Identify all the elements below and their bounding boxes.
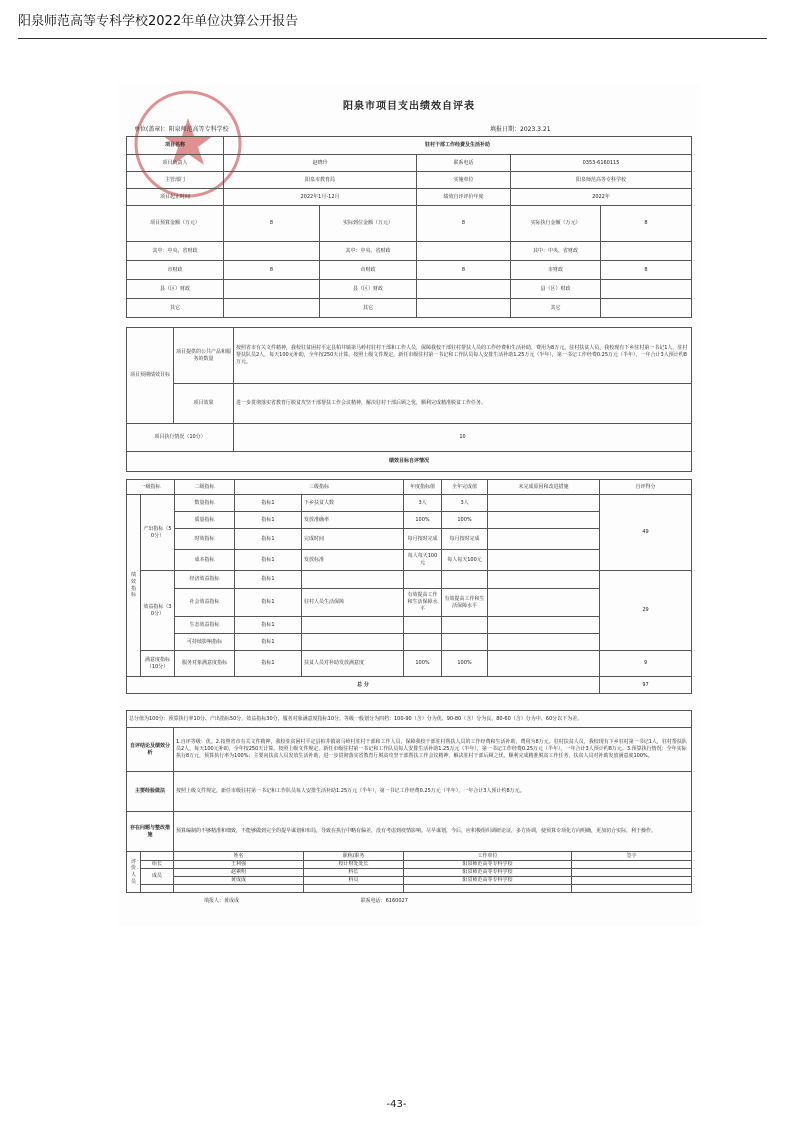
row6-l2: 生态效益指标: [175, 617, 235, 634]
col-score: 自评得分: [600, 480, 692, 495]
eval-role-0: 组长: [141, 861, 174, 869]
row8-target: 100%: [404, 651, 442, 677]
eval-title-0: 校计财处处长: [304, 861, 404, 869]
row2-l2: 时效指标: [175, 529, 235, 550]
benefit-score: 29: [600, 571, 692, 651]
effect-label: 项目效果: [174, 384, 234, 424]
row5-actual: 有效提高工作和生活保障水平: [442, 589, 488, 617]
score-note: 总分值为100分：预算执行率10分、产出指标50分，效益指标30分，服务对象满意度指标10分。等级一般划分为四档：100-90（含）分为优、90-80（含）分为良、80-60（含）分为中、60分以下为差。: [127, 711, 692, 728]
row3-l3b: 发放标准: [302, 550, 404, 571]
central-label-3: 其中：中央、省财政: [511, 242, 601, 261]
executed: 8: [601, 206, 692, 242]
goal-table: [126, 327, 692, 472]
page-number: -43-: [386, 1099, 407, 1110]
col-l2: 二级指标: [175, 480, 235, 495]
exec-label: 项目执行情况（10分）: [127, 424, 234, 452]
issues-text: 预算编制的不够精准和细致，不能够做到完全的提早谋划和布局，导致在执行中略有偏差，没有考虑到疫情影响。尽早谋划，今后，应积极组织调研论证，多方协调，使预算专项化方向明确，更加切合实际，利于操作。: [174, 812, 692, 852]
eval-year: 2022年: [511, 189, 692, 206]
satisf-label: 满意度指标（10分）: [141, 651, 175, 677]
effect-text: 进一步贯彻落实省教育厅脱贫攻坚干部帮扶工作会议精神，解决驻村干部后顾之忧，顺利完成精准脱贫工作任务。: [234, 384, 692, 424]
row4-l2: 经济效益指标: [175, 571, 235, 589]
city-label-3: 市财政: [511, 261, 601, 280]
county-label-3: 县（区）财政: [511, 280, 601, 299]
phone-label: 联系电话: [417, 155, 511, 172]
conclusion-table: [126, 710, 692, 852]
scanned-form: [118, 84, 700, 926]
row7-l2: 可持续影响指标: [175, 634, 235, 651]
total-label: 总 分: [127, 677, 600, 694]
col-target: 年度指标值: [404, 480, 442, 495]
exec-unit: 阳泉师范高等专科学校: [511, 172, 692, 189]
period: 2022年1月-12月: [224, 189, 417, 206]
row1-l3a: 指标1: [235, 512, 302, 529]
col-reason: 未完成原因和改进措施: [488, 480, 600, 495]
other-label-1: 其它: [127, 299, 224, 318]
city-label-2: 市财政: [320, 261, 417, 280]
experience-text: 按照上级文件规定，新任市级驻村第一书记和工作队员每人安排生活补助1.25万元（半年），第一书记工作经费0.25万元（半年），一年合计3人预计约8万元。: [174, 772, 692, 812]
service-text: 按照省市有关文件精神，我校驻贫困村平定县柏井镇第马岭村驻村干部和工作人员，保障我校干部驻村帮扶人员的工作经费和生活补助，费用为8万元。驻村扶贫人员，我校现有下乡驻村第一书记1人，驻村帮扶队员2人，每天100元补助，全年按250天计算。按照上级文件规定，新任市级驻村第一书记和工作队员每人安排生活补助1.25万元（半年），第一书记工作经费0.25万元（半年），一年合计3人预计约8万元。: [234, 328, 692, 384]
row0-l3a: 指标1: [235, 495, 302, 512]
dept: 阳泉市教育局: [224, 172, 417, 189]
row2-target: 每月按时完成: [404, 529, 442, 550]
eval-col-name: 姓名: [174, 852, 304, 861]
executed-label: 实际执行金额（万元）: [511, 206, 601, 242]
issues-label: 存在问题与整改措施: [127, 812, 174, 852]
row1-target: 100%: [404, 512, 442, 529]
row3-actual: 每人每天100元: [442, 550, 488, 571]
central-label-2: 其中：中央、省财政: [320, 242, 417, 261]
row3-l2: 成本指标: [175, 550, 235, 571]
date-label: 填报日期：2023.3.21: [490, 126, 551, 133]
exec-score: 10: [234, 424, 692, 452]
county-label-2: 县（区）财政: [320, 280, 417, 299]
unit-label: 单位(盖章)：阳泉师范高等专科学校: [134, 126, 229, 133]
row0-l3b: 下乡扶贫人数: [302, 495, 404, 512]
perf-label: 绩效指标: [127, 495, 141, 677]
eval-unit-0: 阳泉师范高等专科学校: [404, 861, 572, 869]
evaluator-table: [126, 851, 692, 893]
row4-l3a: 指标1: [235, 571, 302, 589]
project-name-label: 项目名称: [127, 137, 224, 155]
col-l1: 一级指标: [127, 480, 175, 495]
output-label: 产出指标（50分）: [141, 495, 175, 571]
dept-label: 主管部门: [127, 172, 224, 189]
header-divider: [18, 38, 767, 39]
central-label-1: 其中：中央、省财政: [127, 242, 224, 261]
experience-label: 主要经验做法: [127, 772, 174, 812]
other-label-3: 其它: [511, 299, 601, 318]
row0-target: 3人: [404, 495, 442, 512]
filler-label: 填报人：黄成成: [204, 898, 240, 904]
benefit-label: 效益指标（30分）: [141, 571, 175, 651]
arrived-label: 实际到位金额（万元）: [320, 206, 417, 242]
eval-title-2: 科员: [304, 877, 404, 885]
col-l3: 三级指标: [235, 480, 404, 495]
section-title: 绩效目标自评情况: [127, 452, 692, 472]
manager-label: 项目负责人: [127, 155, 224, 172]
eval-role-2: 成员: [141, 869, 174, 885]
row6-l3a: 指标1: [235, 617, 302, 634]
period-label: 项目起止时间: [127, 189, 224, 206]
phone: 0353-6160115: [511, 155, 692, 172]
row8-l3b: 扶贫人员对补助发放满意度: [302, 651, 404, 677]
exec-unit-label: 实施单位: [417, 172, 511, 189]
eval-col-sign: 签字: [572, 852, 692, 861]
row2-l3a: 指标1: [235, 529, 302, 550]
row1-l3b: 发放准确率: [302, 512, 404, 529]
row5-l3b: 驻村人员生活保障: [302, 589, 404, 617]
city-val-1: 8: [224, 261, 320, 280]
row7-l3a: 指标1: [235, 634, 302, 651]
row1-actual: 100%: [442, 512, 488, 529]
budget-label: 项目预算金额（万元）: [127, 206, 224, 242]
row1-l2: 质量指标: [175, 512, 235, 529]
eval-name-2: 黄成成: [174, 877, 304, 885]
eval-title-1: 科长: [304, 869, 404, 877]
row3-l3a: 指标1: [235, 550, 302, 571]
contact-label: 联系电话：6160027: [360, 898, 408, 904]
eval-col-unit: 工作单位: [404, 852, 572, 861]
county-label-1: 县（区）财政: [127, 280, 224, 299]
eval-name-1: 赵素明: [174, 869, 304, 877]
satisf-score: 9: [600, 651, 692, 677]
col-actual: 全年完成值: [442, 480, 488, 495]
total-score: 97: [600, 677, 692, 694]
city-label-1: 市财政: [127, 261, 224, 280]
row2-actual: 每月按时完成: [442, 529, 488, 550]
info-table: [126, 136, 692, 318]
eval-unit-2: 阳泉师范高等专科学校: [404, 877, 572, 885]
eval-label: 评价人员: [127, 852, 141, 893]
conclusion-label: 自评结论及绩效分析: [127, 728, 174, 772]
row0-actual: 3人: [442, 495, 488, 512]
service-label: 项目提供的公共产品和服务的数量: [174, 328, 234, 384]
eval-year-label: 绩效自评评价年度: [417, 189, 511, 206]
page-header: 阳泉师范高等专科学校2022年单位决算公开报告: [18, 14, 299, 29]
city-val-3: 8: [601, 261, 692, 280]
eval-col-title: 职称/职务: [304, 852, 404, 861]
budget: 8: [224, 206, 320, 242]
conclusion-text: 1.自评等级：优。2.按照省市有关文件精神，我校驻贫困村平定县柏井镇第马岭村驻村干部和工作人员，保障我校干部驻村帮扶人员的工作经费和生活补助，费用为8万元。驻村扶贫人员，我校现有下乡驻村第一书记1人，驻村帮扶队员2人，每天100元补助，全年按250天计算。按照上级文件规定，新任市级驻村第一书记和工作队员每人安排生活补助1.25万元（半年），第一书记工作经费0.25万元（半年），一年合计3人预计约8万元。3.预算执行情况：全年实际执行8万元，预算执行率为100%；主要向扶贫人员发放生活补助，进一步贯彻落实省教育厅脱贫攻坚干部帮扶工作会议精神，解决驻村干部后顾之忧，顺利完成精准脱贫工作任务，扶贫人员对补助发放满意度100%。: [174, 728, 692, 772]
row8-l2: 服务对象满意度指标: [175, 651, 235, 677]
row8-l3a: 指标1: [235, 651, 302, 677]
row3-target: 每人每天100元: [404, 550, 442, 571]
eval-unit-1: 阳泉师范高等专科学校: [404, 869, 572, 877]
form-footer: [204, 897, 528, 904]
form-title: 阳泉市项目支出绩效自评表: [343, 101, 475, 112]
arrived: 8: [417, 206, 511, 242]
row5-target: 有效提高工作和生活保障水平: [404, 589, 442, 617]
output-score: 49: [600, 495, 692, 571]
row0-l2: 数量指标: [175, 495, 235, 512]
row5-l3a: 指标1: [235, 589, 302, 617]
project-name: 驻村干部工作经费及生活补助: [224, 137, 692, 155]
eval-name-0: 王利强: [174, 861, 304, 869]
goal-label: 项目预期绩效目标: [127, 328, 174, 424]
row5-l2: 社会效益指标: [175, 589, 235, 617]
other-label-2: 其它: [320, 299, 417, 318]
row8-actual: 100%: [442, 651, 488, 677]
city-val-2: 8: [417, 261, 511, 280]
manager: 赵晓玲: [224, 155, 417, 172]
indicator-table: [126, 479, 692, 694]
row2-l3b: 完成时间: [302, 529, 404, 550]
